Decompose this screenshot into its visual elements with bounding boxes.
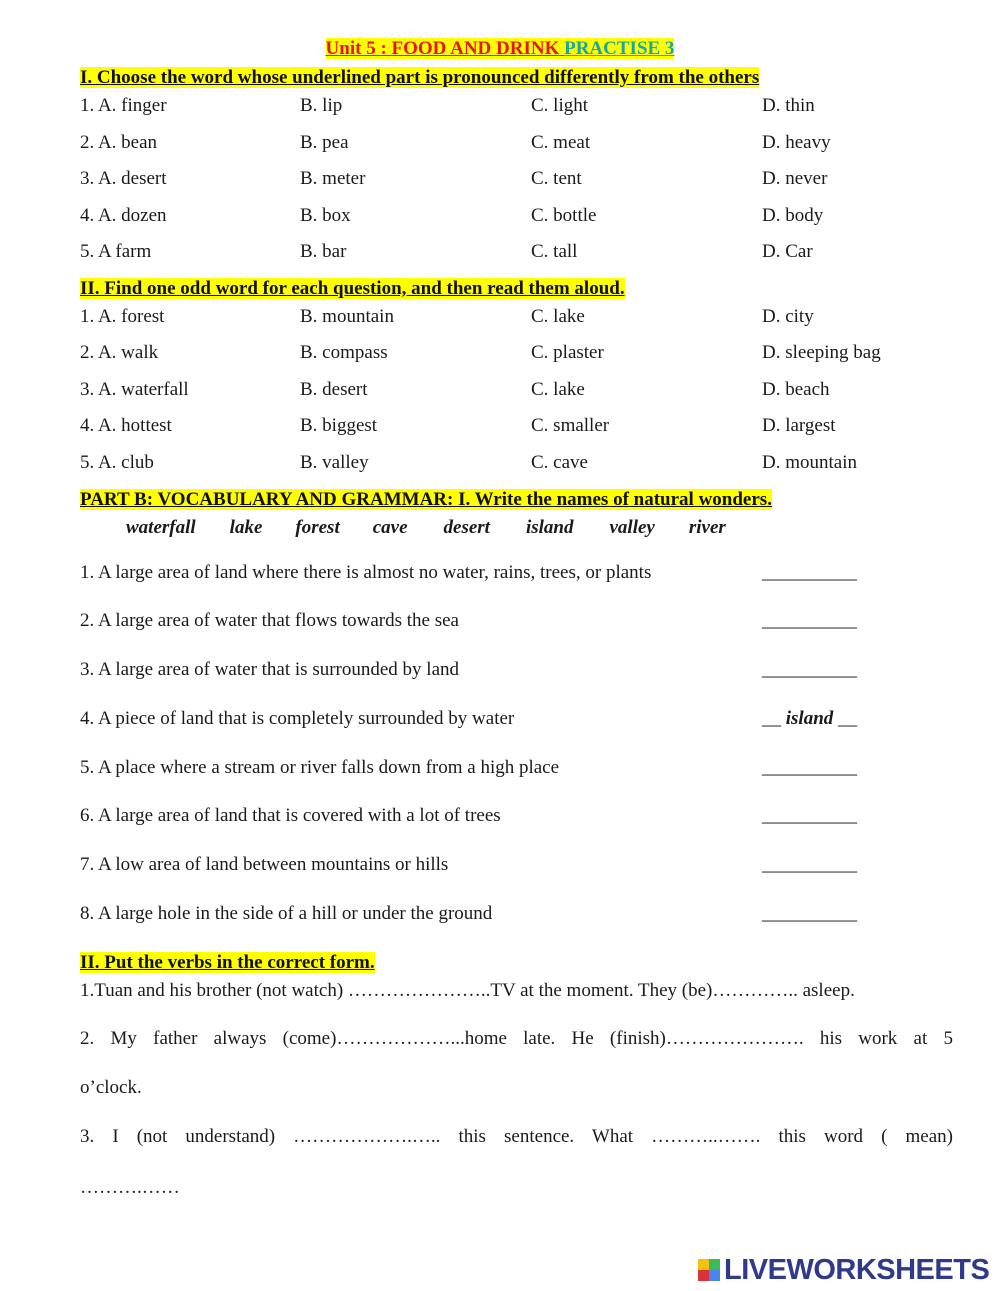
option: B. bar [300,241,347,262]
word-bank-item: waterfall [126,517,196,538]
option: B. pea [300,132,349,153]
answer-blank[interactable]: __________ [762,610,857,631]
question-row [80,755,880,781]
option: 4. A. hottest [80,415,172,436]
s2-row-5 [0,450,1000,476]
option: C. light [531,95,589,116]
question-row [80,706,880,732]
word-bank-item: island [525,517,574,538]
answer-blank[interactable]: __________ [762,903,857,924]
option: 5. A. club [80,452,154,473]
option: B. mountain [300,306,394,327]
option: B. box [300,205,351,226]
verb-sentence-2: 2. My father always (come)………………...home late. He (finish)…………………. his work at 5 [80,1028,953,1049]
answer-blank[interactable]: __________ [762,757,857,778]
option: 3. A. desert [80,168,167,189]
partB-heading [80,489,772,511]
question-text: 6. A large area of land that is covered with a lot of trees [80,805,501,826]
option: D. thin [762,95,815,116]
option: C. cave [531,452,588,473]
question-row [80,901,880,927]
option: 4. A. dozen [80,205,167,226]
option: D. heavy [762,132,831,153]
section2-heading [80,278,625,300]
section1-heading-text: I. Choose the word whose underlined part is pronounced differently from the others [80,67,760,88]
verb-sentence-3: 3. I (not understand) ……………….….. this sentence. What ………..……. this word ( mean) [80,1126,953,1147]
title-practise: PRACTISE 3 [564,38,675,59]
word-bank-item: valley [609,517,655,538]
question-row [80,608,880,634]
option: D. city [762,306,814,327]
option: B. valley [300,452,369,473]
s1-row-1 [0,93,1000,119]
option: C. bottle [531,205,597,226]
logo-mark-icon [698,1259,720,1281]
option: C. meat [531,132,591,153]
question-text: 7. A low area of land between mountains or hills [80,854,449,875]
option: C. plaster [531,342,604,363]
option: D. never [762,168,828,189]
s2-row-3 [0,377,1000,403]
title-unit: Unit 5 : FOOD AND DRINK [325,38,565,59]
word-bank-item: desert [443,517,490,538]
option: B. desert [300,379,368,400]
option: D. Car [762,241,813,262]
answer-post: __ [833,708,858,729]
word-bank-item: cave [372,517,408,538]
section2-heading-text: II. Find one odd word for each question, and then read them aloud. [80,278,625,299]
option: D. sleeping bag [762,342,881,363]
option: B. biggest [300,415,378,436]
word-bank-item: lake [229,517,263,538]
option: D. body [762,205,824,226]
answer-blank[interactable]: __________ [762,659,857,680]
verb-sentence-1: 1.Tuan and his brother (not watch) …………………..TV at the moment. They (be)………….. asleep. [80,980,855,1001]
verbs-heading [80,952,375,974]
question-row [80,852,880,878]
s2-row-1 [0,304,1000,330]
worksheet-title [0,37,1000,61]
question-text: 3. A large area of water that is surrounded by land [80,659,460,680]
question-text: 4. A piece of land that is completely surrounded by water [80,708,515,729]
option: D. largest [762,415,836,436]
option: 2. A. walk [80,342,159,363]
answer-pre: __ [762,708,786,729]
answer-blank[interactable]: __________ [762,854,857,875]
option: 1. A. finger [80,95,167,116]
question-row [80,560,880,586]
logo-text: LIVEWORKSHEETS [724,1253,990,1286]
s2-row-4 [0,413,1000,439]
option: C. smaller [531,415,610,436]
option: 3. A. waterfall [80,379,189,400]
word-bank [126,515,726,541]
option: 2. A. bean [80,132,158,153]
option: C. lake [531,379,585,400]
verbs-heading-text: II. Put the verbs in the correct form. [80,952,375,973]
answer-word: island [785,708,834,729]
option: B. lip [300,95,343,116]
option: D. beach [762,379,830,400]
word-bank-item: river [688,517,726,538]
answer-blank[interactable]: __________ [762,562,857,583]
partB-heading-text: PART B: VOCABULARY AND GRAMMAR: I. Write the names of natural wonders. [80,489,772,510]
answer-filled[interactable] [762,706,857,732]
option: D. mountain [762,452,857,473]
option: C. lake [531,306,585,327]
question-text: 8. A large hole in the side of a hill or under the ground [80,903,493,924]
section1-heading [80,67,759,89]
s1-row-2 [0,130,1000,156]
option: 5. A farm [80,241,152,262]
question-text: 1. A large area of land where there is almost no water, rains, trees, or plants [80,562,652,583]
question-text: 2. A large area of water that flows towards the sea [80,610,459,631]
question-text: 5. A place where a stream or river falls down from a high place [80,757,560,778]
liveworksheets-logo [698,1254,989,1286]
verb-sentence-2-cont: o’clock. [80,1077,142,1098]
question-row [80,657,880,683]
s2-row-2 [0,340,1000,366]
option: B. meter [300,168,366,189]
s1-row-5 [0,239,1000,265]
s1-row-4 [0,203,1000,229]
verb-sentence-3-cont: ……….…… [80,1177,180,1198]
option: 1. A. forest [80,306,165,327]
s1-row-3 [0,166,1000,192]
word-bank-item: forest [295,517,340,538]
answer-blank[interactable]: __________ [762,805,857,826]
option: C. tall [531,241,578,262]
question-row [80,803,880,829]
option: B. compass [300,342,388,363]
option: C. tent [531,168,582,189]
